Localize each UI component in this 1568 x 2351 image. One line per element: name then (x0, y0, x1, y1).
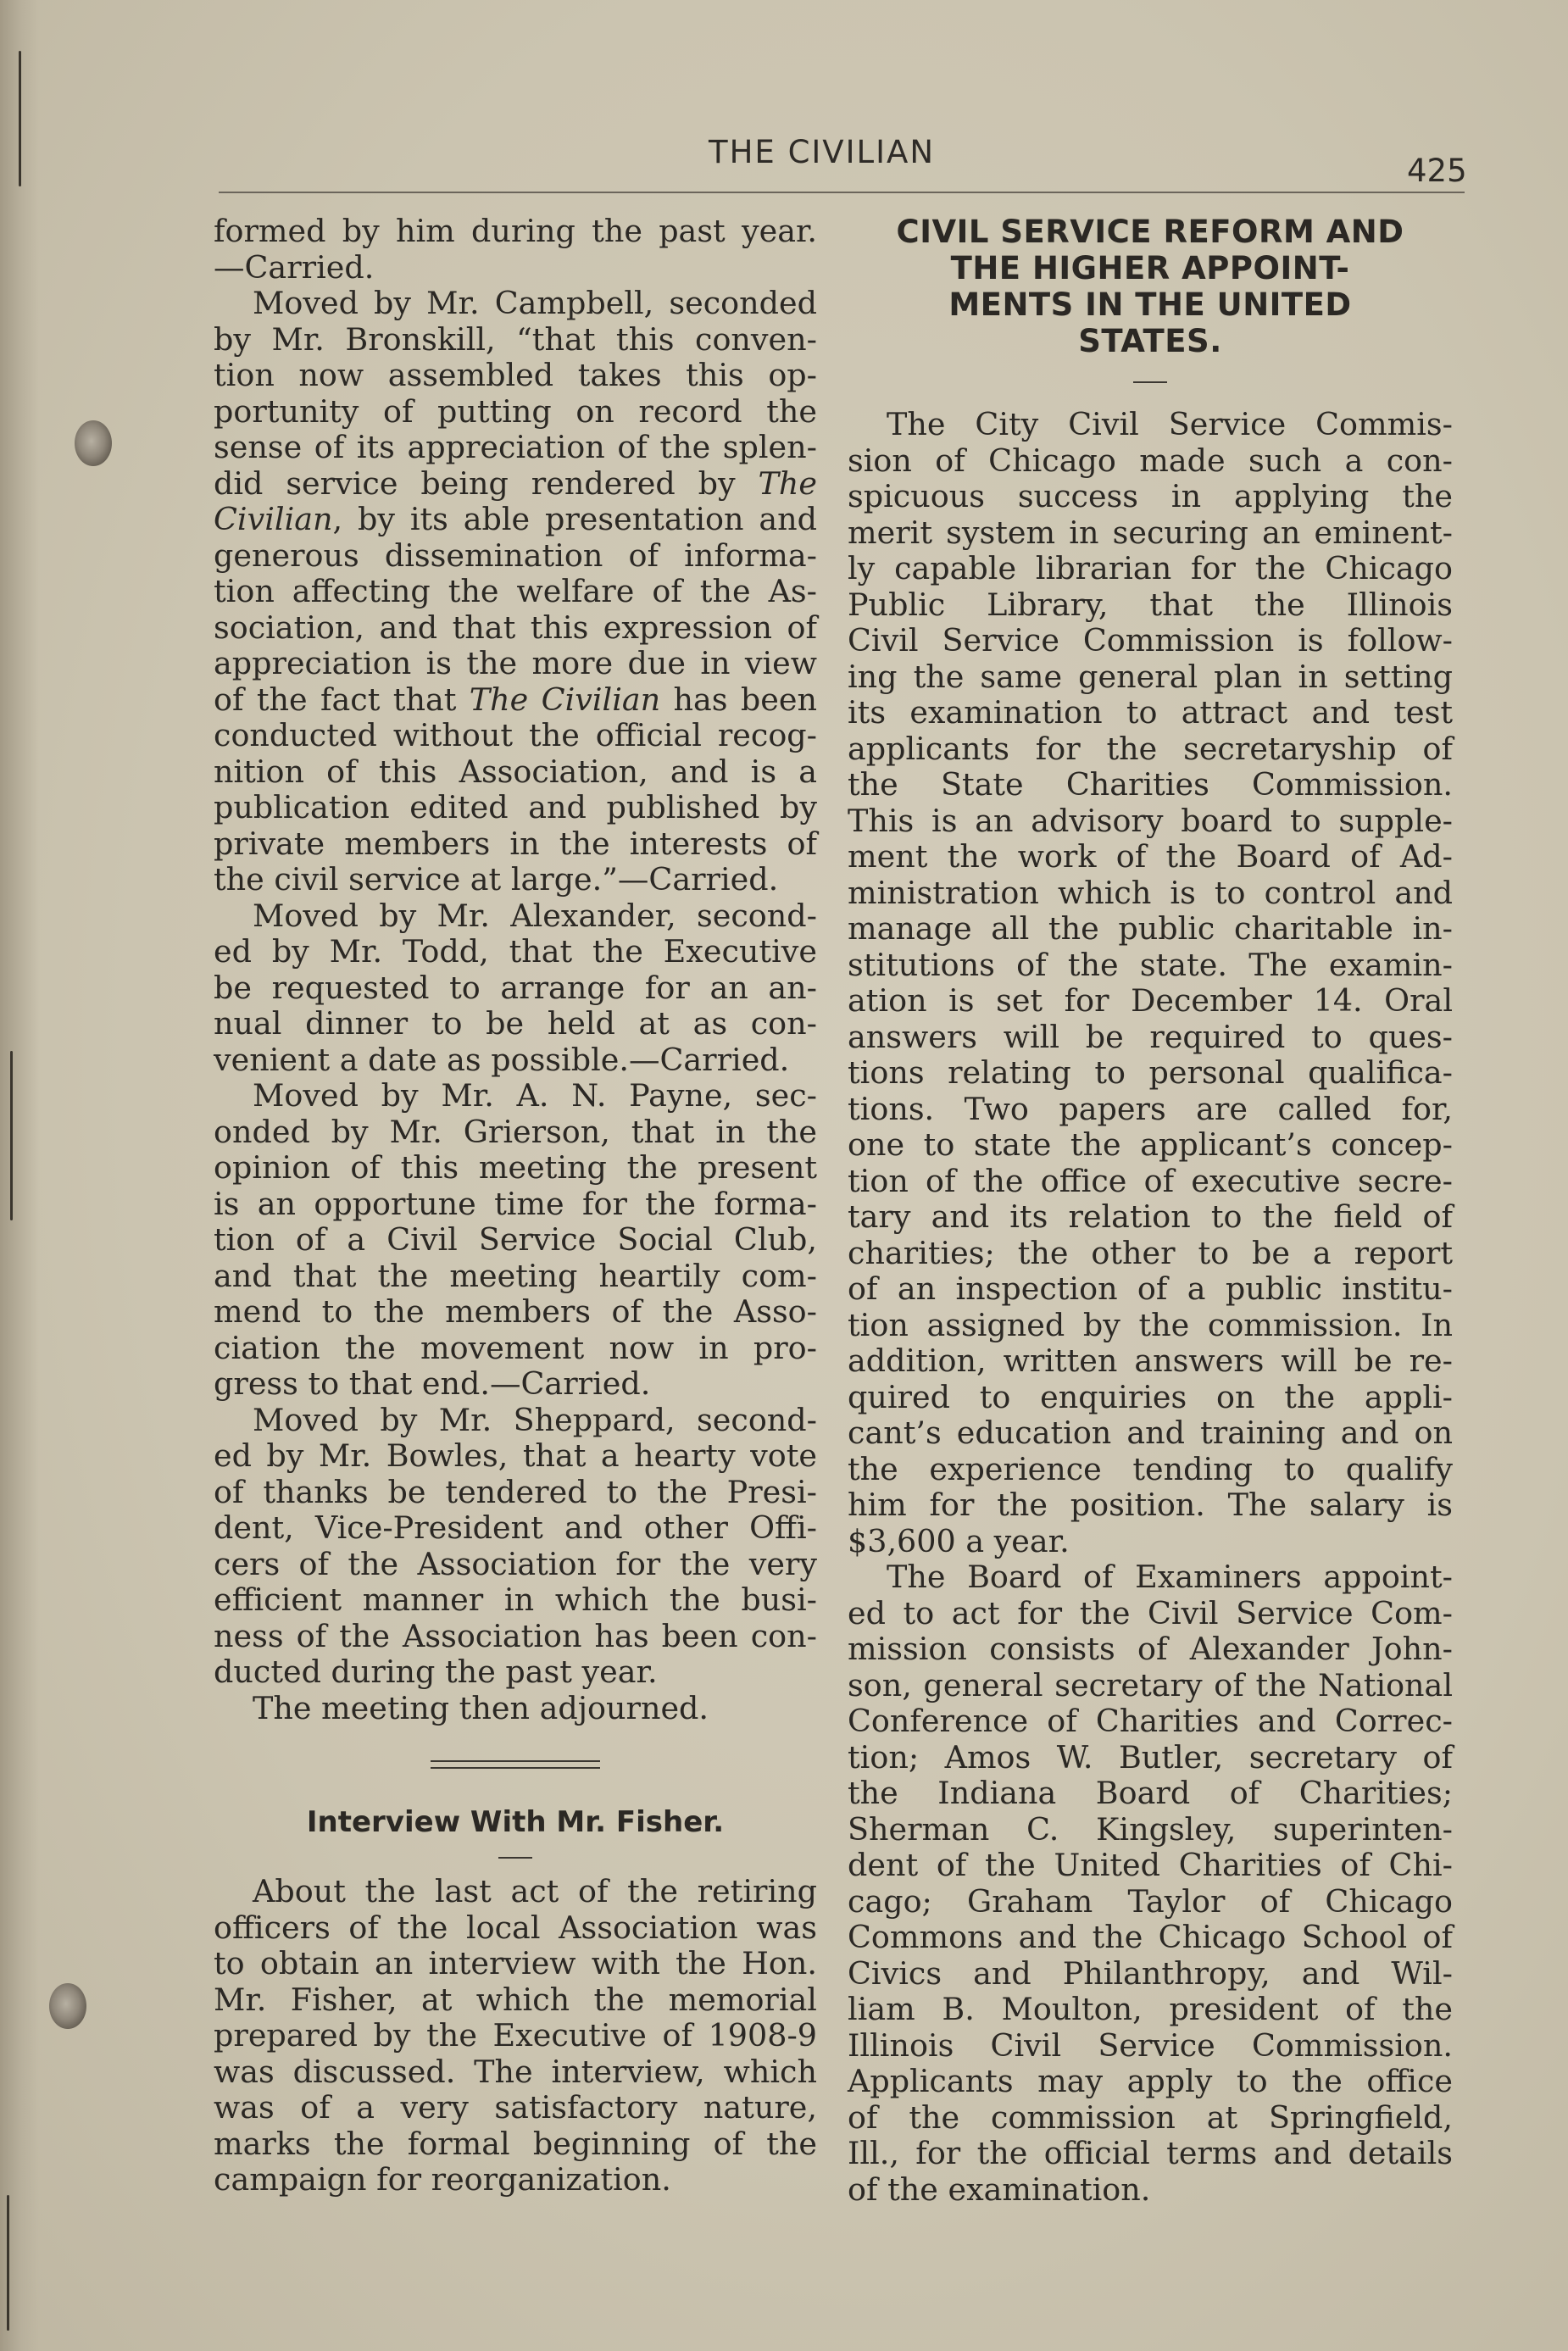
text-line: Ill., for the official terms and details (848, 2135, 1453, 2171)
text-line: The Board of Examiners appoint- (887, 1559, 1453, 1595)
text-line: ation is set for December 14. Oral (848, 982, 1453, 1019)
interview-heading: Interview With Mr. Fisher. (306, 1805, 725, 1839)
text-line: tion; Amos W. Butler, secretary of (848, 1738, 1453, 1776)
right-column (848, 214, 1453, 2208)
text-line: Civil Service Commission is follow- (848, 622, 1453, 659)
punch-hole-bottom (49, 1983, 86, 2029)
text-line: was discussed. The interview, which (214, 2053, 817, 2090)
text-line: dent of the United Charities of Chi- (848, 1847, 1453, 1883)
text-line: the State Charities Commission. (848, 766, 1453, 803)
text-line: answers will be required to ques- (848, 1018, 1453, 1055)
running-title: THE CIVILIAN (709, 134, 936, 170)
text-line: gress to that end.—Carried. (214, 1365, 651, 1402)
text-line: efficient manner in which the busi- (214, 1581, 817, 1618)
text-line: appreciation is the more due in view (214, 645, 817, 681)
text-line: publication edited and published by (214, 789, 817, 825)
text-line: portunity of putting on record the (214, 392, 817, 430)
text-line: campaign for reorganization. (214, 2161, 671, 2198)
text-line: Moved by Mr. Campbell, seconded (253, 285, 817, 321)
text-line: to obtain an interview with the Hon. (214, 1945, 817, 1981)
text-line: charities; the other to be a report (848, 1234, 1453, 1271)
text-line: ministration which is to control and (848, 874, 1453, 911)
text-line: of thanks be tendered to the Presi- (214, 1473, 817, 1510)
spacer (214, 1726, 817, 1760)
text-line: opinion of this meeting the present (214, 1149, 817, 1186)
text-line: tions relating to personal qualifica- (848, 1054, 1453, 1091)
section-divider (431, 1760, 600, 1769)
text-line: Applicants may apply to the office (848, 2063, 1453, 2099)
text-line: About the last act of the retiring (253, 1873, 817, 1909)
text-line: officers of the local Association was (214, 1909, 817, 1946)
binding-mark (19, 51, 21, 186)
text-line: tion assigned by the commission. In (848, 1306, 1453, 1343)
text-line: nition of this Association, and is a (214, 753, 817, 790)
text-line: him for the position. The salary is (848, 1487, 1453, 1523)
text-line: formed by him during the past year. (214, 213, 817, 249)
text-line: Conference of Charities and Correc- (848, 1703, 1453, 1739)
text-line: Commons and the Chicago School of (848, 1919, 1453, 1955)
text-line: mend to the members of the Asso- (214, 1293, 817, 1330)
article-heading-line: CIVIL SERVICE REFORM AND (896, 214, 1404, 250)
text-line: ed by Mr. Bowles, that a hearty vote (214, 1437, 817, 1474)
text-line: sion of Chicago made such a con- (848, 442, 1453, 479)
text-line: ciation the movement now in pro- (214, 1329, 817, 1366)
text-line: tion of the office of executive secre- (848, 1162, 1453, 1199)
text-line: private members in the interests of (214, 825, 817, 862)
text-line: $3,600 a year. (848, 1522, 1070, 1559)
text-line: manage all the public charitable in- (848, 910, 1453, 947)
punch-hole-top (75, 420, 112, 466)
text-line: —Carried. (214, 248, 375, 286)
text-line: ment the work of the Board of Ad- (848, 838, 1453, 875)
text-line: of an inspection of a public institu- (848, 1270, 1453, 1307)
text-line: Civilian, by its able presentation and (214, 501, 817, 537)
left-column (214, 214, 817, 2198)
text-line: nual dinner to be held at as con- (214, 1005, 817, 1042)
article-heading-line: MENTS IN THE UNITED (948, 286, 1352, 323)
article-heading-line: STATES. (1078, 323, 1222, 359)
text-line: of the examination. (848, 2170, 1151, 2208)
text-line: ed by Mr. Todd, that the Executive (214, 933, 817, 970)
text-line: quired to enquiries on the appli- (848, 1378, 1453, 1415)
text-line: and that the meeting heartily com- (214, 1257, 817, 1294)
text-line: by Mr. Bronskill, “that this conven- (214, 320, 817, 358)
text-line: ness of the Association has been con- (214, 1617, 817, 1654)
text-line: addition, written answers will be re- (848, 1342, 1453, 1379)
text-line: tion now assembled takes this op- (214, 357, 817, 393)
text-line: tions. Two papers are called for, (848, 1090, 1453, 1127)
article-heading-line: THE HIGHER APPOINT- (950, 250, 1350, 286)
text-line: mission consists of Alexander John- (848, 1631, 1453, 1667)
text-line: cers of the Association for the very (214, 1545, 817, 1582)
text-line: cago; Graham Taylor of Chicago (848, 1882, 1453, 1920)
text-line: prepared by the Executive of 1908-9 (214, 2017, 817, 2054)
text-line: Sherman C. Kingsley, superinten- (848, 1810, 1453, 1848)
text-line: Moved by Mr. A. N. Payne, sec- (253, 1077, 817, 1114)
binding-mark (10, 1051, 13, 1220)
text-line: be requested to arrange for an an- (214, 969, 817, 1006)
text-line: ing the same general plan in setting (848, 658, 1453, 695)
spacer (214, 1859, 817, 1874)
text-line: The meeting then adjourned. (253, 1689, 709, 1726)
text-line: son, general secretary of the National (848, 1666, 1453, 1704)
text-line: the Indiana Board of Charities; (848, 1775, 1453, 1811)
binding-shadow (0, 0, 39, 2351)
spacer (214, 1840, 817, 1857)
text-line: conducted without the official recog- (214, 717, 817, 753)
text-line: generous dissemination of informa- (214, 536, 817, 574)
text-line: marks the formal beginning of the (214, 2125, 817, 2162)
text-line: the experience tending to qualify (848, 1450, 1453, 1487)
text-line: Mr. Fisher, at which the memorial (214, 1981, 817, 2018)
text-line: cant’s education and training and on (848, 1414, 1453, 1451)
text-line: sense of its appreciation of the splen- (214, 429, 817, 465)
text-line: applicants for the secretaryship of (848, 730, 1453, 767)
text-line: venient a date as possible.—Carried. (214, 1041, 790, 1078)
text-line: Illinois Civil Service Commission. (848, 2026, 1453, 2064)
text-line: ly capable librarian for the Chicago (848, 550, 1453, 586)
spacer (848, 383, 1453, 407)
text-line: Moved by Mr. Sheppard, second- (253, 1401, 817, 1438)
text-line: sociation, and that this expression of (214, 609, 817, 646)
text-line: Civics and Philanthropy, and Wil- (848, 1954, 1453, 1992)
text-line: liam B. Moulton, president of the (848, 1991, 1453, 2027)
text-line: ducted during the past year. (214, 1653, 658, 1690)
text-line: did service being rendered by The (214, 464, 817, 502)
text-line: tion of a Civil Service Social Club, (214, 1221, 817, 1258)
text-line: the civil service at large.”—Carried. (214, 861, 779, 898)
text-line: of the commission at Springfield, (848, 2098, 1453, 2136)
text-line: ed to act for the Civil Service Com- (848, 1594, 1453, 1631)
text-line: The City Civil Service Commis- (887, 406, 1453, 442)
text-line: This is an advisory board to supple- (848, 802, 1453, 839)
text-line: Moved by Mr. Alexander, second- (253, 897, 817, 934)
text-line: spicuous success in applying the (848, 478, 1453, 514)
page-number: 425 (1407, 153, 1467, 189)
text-line: dent, Vice-President and other Offi- (214, 1509, 817, 1546)
spacer (848, 359, 1453, 381)
text-line: Public Library, that the Illinois (848, 586, 1453, 623)
text-line: onded by Mr. Grierson, that in the (214, 1113, 817, 1150)
text-line: tion affecting the welfare of the As- (214, 573, 817, 609)
text-line: of the fact that The Civilian has been (214, 681, 818, 718)
text-line: was of a very satisfactory nature, (214, 2089, 817, 2126)
text-line: its examination to attract and test (848, 694, 1453, 731)
text-line: one to state the applicant’s concep- (848, 1126, 1453, 1163)
binding-mark (7, 2195, 9, 2331)
text-line: merit system in securing an eminent- (848, 514, 1453, 551)
text-line: is an opportune time for the forma- (214, 1185, 817, 1222)
text-line: tary and its relation to the field of (848, 1198, 1453, 1235)
text-line: stitutions of the state. The examin- (848, 946, 1453, 983)
header-rule (219, 192, 1465, 193)
spacer (214, 1769, 817, 1804)
